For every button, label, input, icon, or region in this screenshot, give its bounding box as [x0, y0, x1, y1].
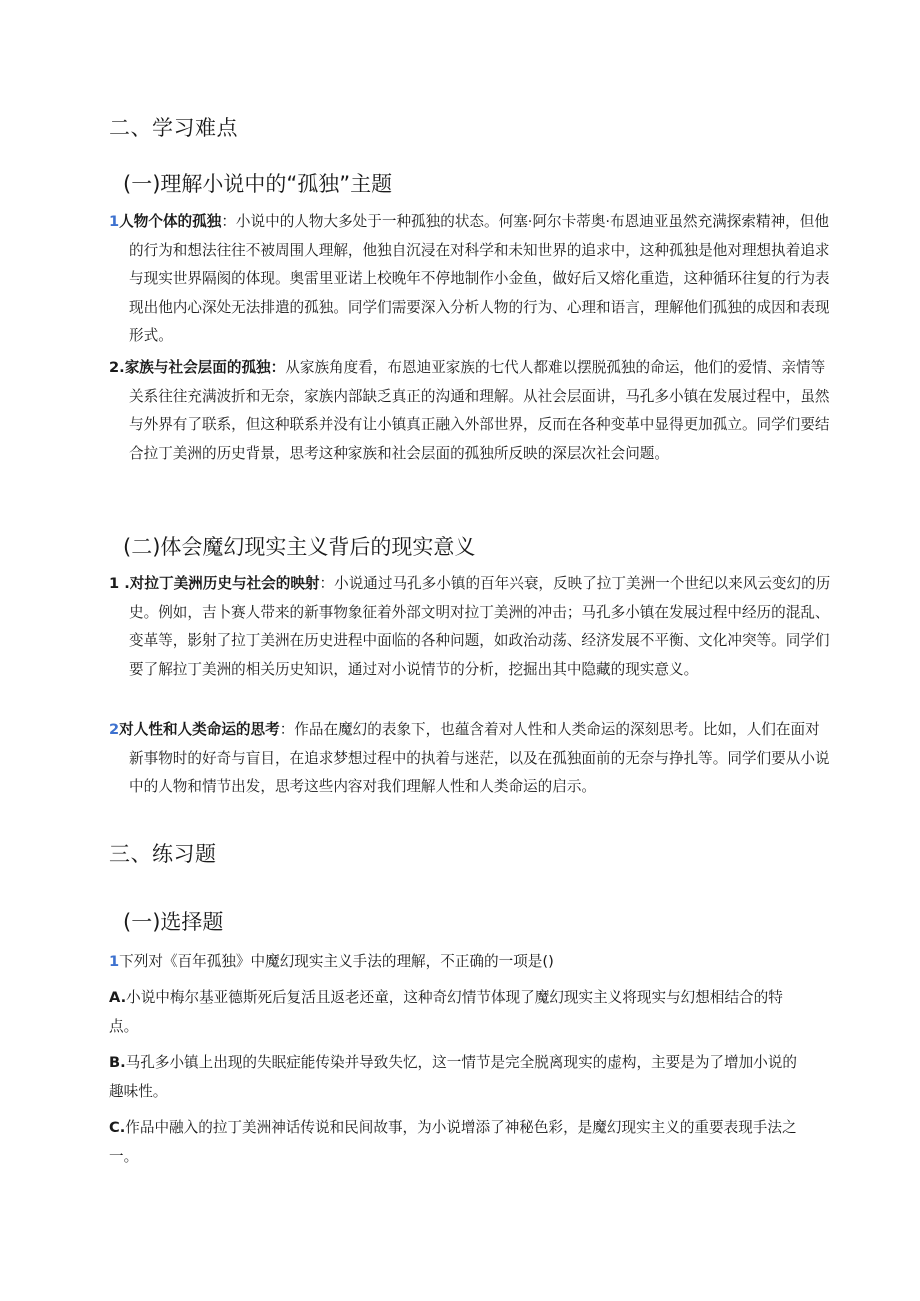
option-a: [109, 984, 811, 1041]
item-lead: 人物个体的孤独: [119, 213, 222, 230]
item-number: 1: [109, 213, 120, 230]
section-heading-difficulties: 二、学习难点: [109, 116, 238, 140]
item-number: 1 .: [109, 575, 130, 592]
option-c: [109, 1114, 811, 1171]
subsection-heading-loneliness: (一)理解小说中的“孤独”主题: [123, 172, 393, 196]
item-text: 从家族角度看，布恩迪亚家族的七代人都难以摆脱孤独的命运，他们的爱情、亲情等关系往往充满波折和无奈，家族内部缺乏真正的沟通和理解。从社会层面讲，马孔多小镇在发展过程中，虽然与外界有了联系，但这种联系并没有让小镇真正融入外部世界，反而在各种变革中显得更加孤立。同学们要结合拉丁美洲的历史背景，思考这种家族和社会层面的孤独所反映的深层次社会问题。: [129, 359, 830, 462]
item-text: ：小说中的人物大多处于一种孤独的状态。何塞·阿尔卡蒂奥·布恩迪亚虽然充满探索精神，但他的行为和想法往往不被周围人理解，他独自沉浸在对科学和未知世界的追求中，这种孤独是他对理想执着追求与现实世界隔阂的体现。奥雷里亚诺上校晚年不停地制作小金鱼，做好后又熔化重造，这种循环往复的行为表现出他内心深处无法排遣的孤独。同学们需要深入分析人物的行为、心理和语言，理解他们孤独的成因和表现形式。: [129, 213, 830, 344]
item-text: ：小说通过马孔多小镇的百年兴衰，反映了拉丁美洲一个世纪以来风云变幻的历史。例如，吉卜赛人带来的新事物象征着外部文明对拉丁美洲的冲击；马孔多小镇在发展过程中经历的混乱、变革等，影射了拉丁美洲在历史进程中面临的各种问题，如政治动荡、经济发展不平衡、文化冲突等。同学们要了解拉丁美洲的相关历史知识，通过对小说情节的分析，挖掘出其中隐藏的现实意义。: [129, 575, 831, 678]
option-b: [109, 1049, 811, 1106]
option-text: 作品中融入的拉丁美洲神话传说和民间故事，为小说增添了神秘色彩，是魔幻现实主义的重要表现手法之一。: [109, 1119, 797, 1165]
subsection-heading-magic-realism: (二)体会魔幻现实主义背后的现实意义: [123, 535, 476, 559]
item-number: 2.: [109, 359, 125, 376]
list-item: [109, 570, 831, 684]
item-lead: 家族与社会层面的孤独：: [124, 359, 286, 376]
option-label: B.: [109, 1054, 126, 1071]
option-text: 小说中梅尔基亚德斯死后复活且返老还童，这种奇幻情节体现了魔幻现实主义将现实与幻想相结合的特点。: [109, 989, 783, 1035]
section-heading-exercises: 三、练习题: [109, 842, 217, 866]
option-label: C.: [109, 1119, 126, 1136]
list-item: [109, 354, 831, 468]
subsection-heading-choice: (一)选择题: [123, 910, 224, 934]
question-stem: [109, 948, 811, 977]
question-number: 1: [109, 953, 120, 970]
item-lead: 对拉丁美洲历史与社会的映射: [129, 575, 320, 592]
option-label: A.: [109, 989, 127, 1006]
item-lead: 对人性和人类命运的思考: [119, 721, 280, 738]
question-text: 下列对《百年孤独》中魔幻现实主义手法的理解，不正确的一项是(): [119, 953, 554, 970]
item-text: ：作品在魔幻的表象下，也蕴含着对人性和人类命运的深刻思考。比如，人们在面对新事物时的好奇与盲目，在追求梦想过程中的执着与迷茫，以及在孤独面前的无奈与挣扎等。同学们要从小说中的人物和情节出发，思考这些内容对我们理解人性和人类命运的启示。: [129, 721, 830, 795]
list-item: [109, 208, 831, 351]
list-item: [109, 716, 831, 802]
option-text: 马孔多小镇上出现的失眠症能传染并导致失忆，这一情节是完全脱离现实的虚构，主要是为了增加小说的趣味性。: [109, 1054, 797, 1100]
item-number: 2: [109, 721, 120, 738]
